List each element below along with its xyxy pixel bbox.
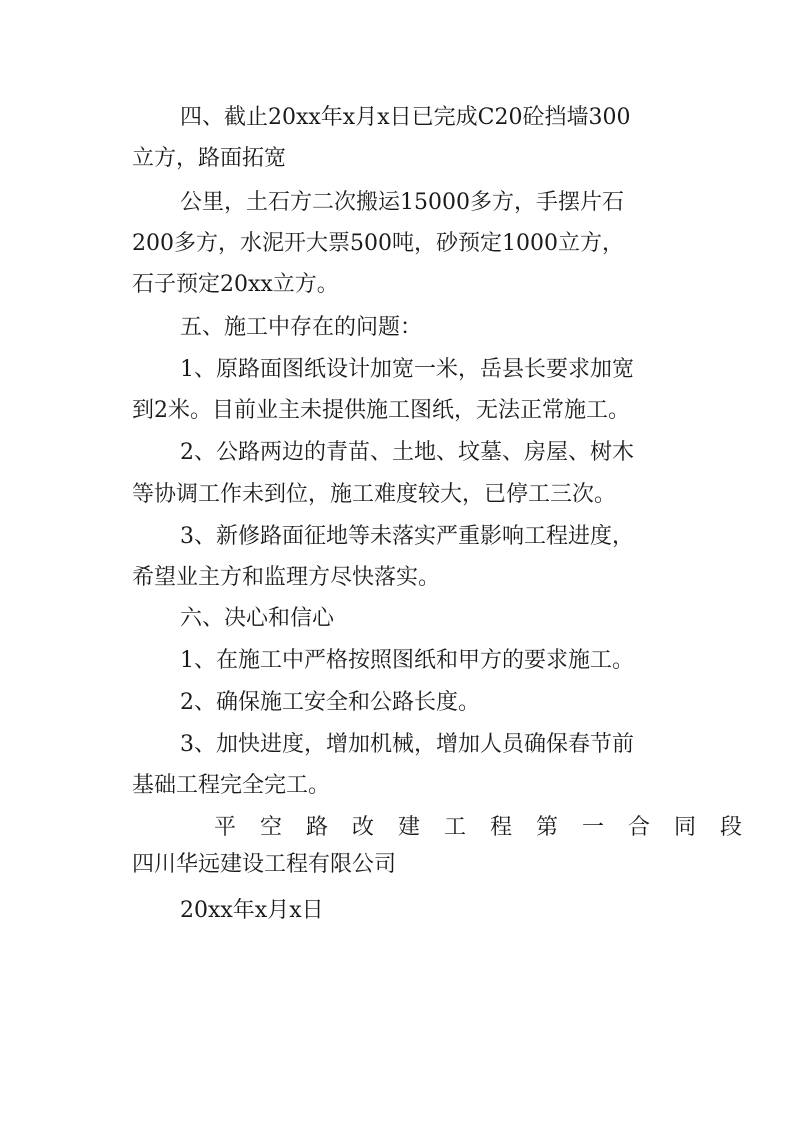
issue-1-line-1: 1、原路面图纸设计加宽一米，岳县长要求加宽 bbox=[180, 357, 634, 382]
commitment-1-line: 1、在施工中严格按照图纸和甲方的要求施工。 bbox=[180, 648, 634, 673]
issue-2-line-1: 2、公路两边的青苗、土地、坟墓、房屋、树木 bbox=[180, 440, 634, 465]
commitment-3-line-2: 基础工程完全完工。 bbox=[132, 773, 331, 798]
section-five-heading: 五、施工中存在的问题： bbox=[180, 315, 423, 340]
section-four-line-4: 200多方，水泥开大票500吨，砂预定1000立方， bbox=[132, 231, 624, 256]
issue-3-line-1: 3、新修路面征地等未落实严重影响工程进度， bbox=[180, 524, 634, 549]
section-four-line-3: 公里，土石方二次搬运15000多方，手摆片石 bbox=[180, 190, 624, 215]
section-four-line-1: 四、截止20xx年x月x日已完成C20砼挡墙300 bbox=[180, 105, 631, 130]
section-six-heading: 六、决心和信心 bbox=[180, 606, 335, 631]
commitment-3-line-1: 3、加快进度，增加机械，增加人员确保春节前 bbox=[180, 732, 634, 757]
signature-date: 20xx年x月x日 bbox=[180, 898, 324, 923]
issue-1-line-2: 到2米。目前业主未提供施工图纸，无法正常施工。 bbox=[132, 398, 630, 423]
commitment-2-line: 2、确保施工安全和公路长度。 bbox=[180, 690, 480, 715]
company-name: 四川华远建设工程有限公司 bbox=[132, 852, 397, 877]
issue-2-line-2: 等协调工作未到位，施工难度较大，已停工三次。 bbox=[132, 482, 617, 507]
issue-3-line-2: 希望业主方和监理方尽快落实。 bbox=[132, 565, 441, 590]
contract-section-name: 平空路改建工程第一合同段 bbox=[214, 815, 767, 840]
section-four-line-2: 立方，路面拓宽 bbox=[132, 146, 287, 171]
section-four-line-5: 石子预定20xx立方。 bbox=[132, 272, 339, 297]
